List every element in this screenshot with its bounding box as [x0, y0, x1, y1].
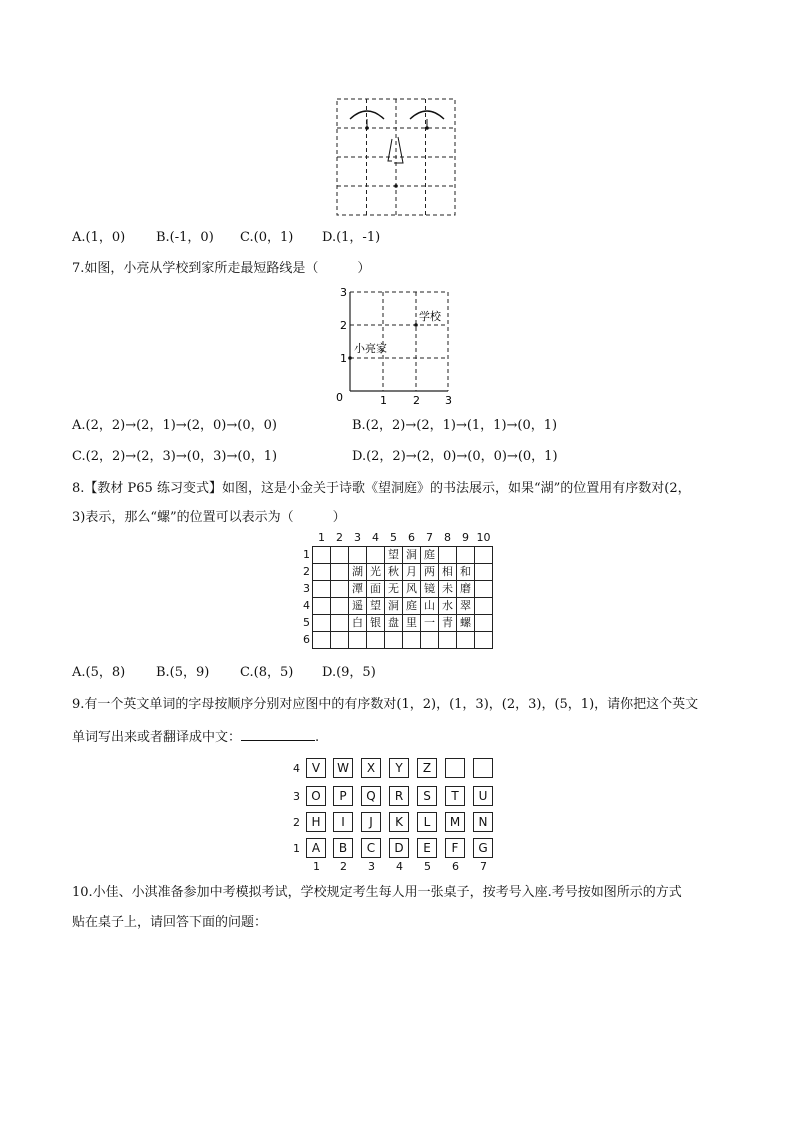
q9-line-2	[72, 728, 319, 747]
poem-row: 3 潭 面 无 风 镜 未 磨	[296, 581, 493, 598]
poem-col-header: 9	[462, 531, 469, 544]
letter-cell	[445, 758, 465, 778]
q8-option-d: D.(9，5)	[322, 665, 376, 680]
letter-col-label: 6	[452, 860, 459, 873]
poem-row: 5 白 银 盘 里 一 青 螺	[296, 615, 493, 632]
school-label: 学校	[419, 310, 441, 323]
q8-option-a: A.(5，8)	[72, 665, 126, 680]
nose-right	[394, 137, 403, 163]
poem-row: 1 望 洞 庭	[296, 547, 493, 564]
poem-grid	[296, 530, 493, 649]
q6-option-d: D.(1，-1)	[322, 230, 381, 245]
right-eye-point	[425, 126, 429, 130]
y-tick-3: 3	[340, 286, 347, 299]
letter-cell: C	[361, 838, 381, 858]
letter-cell: Y	[389, 758, 409, 778]
poem-col-headers	[296, 530, 493, 547]
letter-col-label: 2	[340, 860, 347, 873]
letter-row-label: 1	[293, 842, 300, 855]
nose-left	[388, 139, 392, 161]
poem-col-header: 10	[476, 531, 491, 544]
x-tick-2: 2	[413, 394, 420, 407]
q9-line-1: 9.有一个英文单词的字母按顺序分别对应图中的有序数对(1，2)，(1，3)，(2，3)，(5，1)，请你把这个英文	[72, 697, 699, 712]
school-home-grid	[336, 286, 466, 408]
answer-blank	[241, 728, 315, 741]
q9-line-2-prefix: 单词写出来或者翻译成中文：	[72, 730, 242, 745]
letter-row-label: 4	[293, 762, 300, 775]
letter-cell	[473, 758, 493, 778]
poem-col-header: 4	[372, 531, 379, 544]
q9-line-2-suffix: .	[315, 730, 320, 745]
school-point	[414, 323, 418, 327]
poem-col-header: 2	[336, 531, 343, 544]
letter-row-label: 2	[293, 816, 300, 829]
letter-col-label: 1	[313, 860, 320, 873]
poem-row: 4 遥 望 洞 庭 山 水 翠	[296, 598, 493, 615]
q7-option-d: D.(2，2)→(2，0)→(0，0)→(0，1)	[352, 449, 558, 464]
q6-option-b: B.(-1，0)	[156, 230, 214, 245]
letter-cell: A	[306, 838, 326, 858]
poem-col-header: 3	[354, 531, 361, 544]
q10-line-1: 10.小佳、小淇准备参加中考模拟考试，学校规定考生每人用一张桌子，按考号入座.考号按如图所示的方式	[72, 885, 682, 900]
poem-col-header: 1	[318, 531, 325, 544]
letter-cell: H	[306, 812, 326, 832]
q8-option-c: C.(8，5)	[240, 665, 294, 680]
face-grid-figure	[336, 97, 458, 217]
letter-cell: T	[445, 786, 465, 806]
poem-col-header: 7	[426, 531, 433, 544]
home-label: 小亮家	[354, 342, 387, 355]
q7-option-c: C.(2，2)→(2，3)→(0，3)→(0，1)	[72, 449, 278, 464]
q7-option-b: B.(2，2)→(2，1)→(1，1)→(0，1)	[352, 418, 558, 433]
q6-option-a: A.(1，0)	[72, 230, 126, 245]
letter-cell: E	[417, 838, 437, 858]
q8-option-b: B.(5，9)	[156, 665, 210, 680]
letter-cell: O	[306, 786, 326, 806]
poem-col-header: 6	[408, 531, 415, 544]
letter-cell: N	[473, 812, 493, 832]
poem-row: 2 湖 光 秋 月 两 相 和	[296, 564, 493, 581]
letter-col-label: 7	[480, 860, 487, 873]
poem-col-header: 8	[444, 531, 451, 544]
x-tick-1: 1	[380, 394, 387, 407]
poem-row: 6	[296, 632, 493, 649]
q8-line-2: 3)表示，那么“螺”的位置可以表示为（ ）	[72, 510, 346, 525]
letter-cell: B	[333, 838, 353, 858]
letter-cell: X	[361, 758, 381, 778]
q7-question: 7.如图，小亮从学校到家所走最短路线是（ ）	[72, 261, 371, 276]
left-eye-point	[365, 126, 369, 130]
x-tick-0: 0	[336, 391, 343, 404]
q10-line-2: 贴在桌子上，请回答下面的问题：	[72, 915, 268, 930]
y-tick-2: 2	[340, 319, 347, 332]
letter-cell: K	[389, 812, 409, 832]
home-point	[348, 356, 352, 360]
mouth-point	[394, 184, 398, 188]
q8-line-1: 8.【教材 P65 练习变式】如图，这是小金关于诗歌《望洞庭》的书法展示，如果“湖”的位置用有序数对(2，	[72, 481, 691, 496]
letter-cell: J	[361, 812, 381, 832]
letter-col-label: 4	[396, 860, 403, 873]
letter-cell: R	[389, 786, 409, 806]
poem-col-header: 5	[390, 531, 397, 544]
letter-cell: W	[333, 758, 353, 778]
right-eyebrow	[410, 111, 444, 119]
letter-cell: P	[333, 786, 353, 806]
letter-cell: Q	[361, 786, 381, 806]
letter-cell: Z	[417, 758, 437, 778]
letter-row-label: 3	[293, 790, 300, 803]
letter-cell: G	[473, 838, 493, 858]
letter-cell: L	[417, 812, 437, 832]
x-tick-3: 3	[445, 394, 452, 407]
letter-cell: V	[306, 758, 326, 778]
letter-col-label: 5	[424, 860, 431, 873]
letter-grid	[290, 756, 500, 876]
letter-cell: S	[417, 786, 437, 806]
letter-cell: U	[473, 786, 493, 806]
q7-option-a: A.(2，2)→(2，1)→(2，0)→(0，0)	[72, 418, 277, 433]
letter-cell: F	[445, 838, 465, 858]
letter-cell: I	[333, 812, 353, 832]
y-tick-1: 1	[340, 352, 347, 365]
letter-cell: D	[389, 838, 409, 858]
q6-option-c: C.(0，1)	[240, 230, 294, 245]
letter-col-label: 3	[368, 860, 375, 873]
letter-cell: M	[445, 812, 465, 832]
